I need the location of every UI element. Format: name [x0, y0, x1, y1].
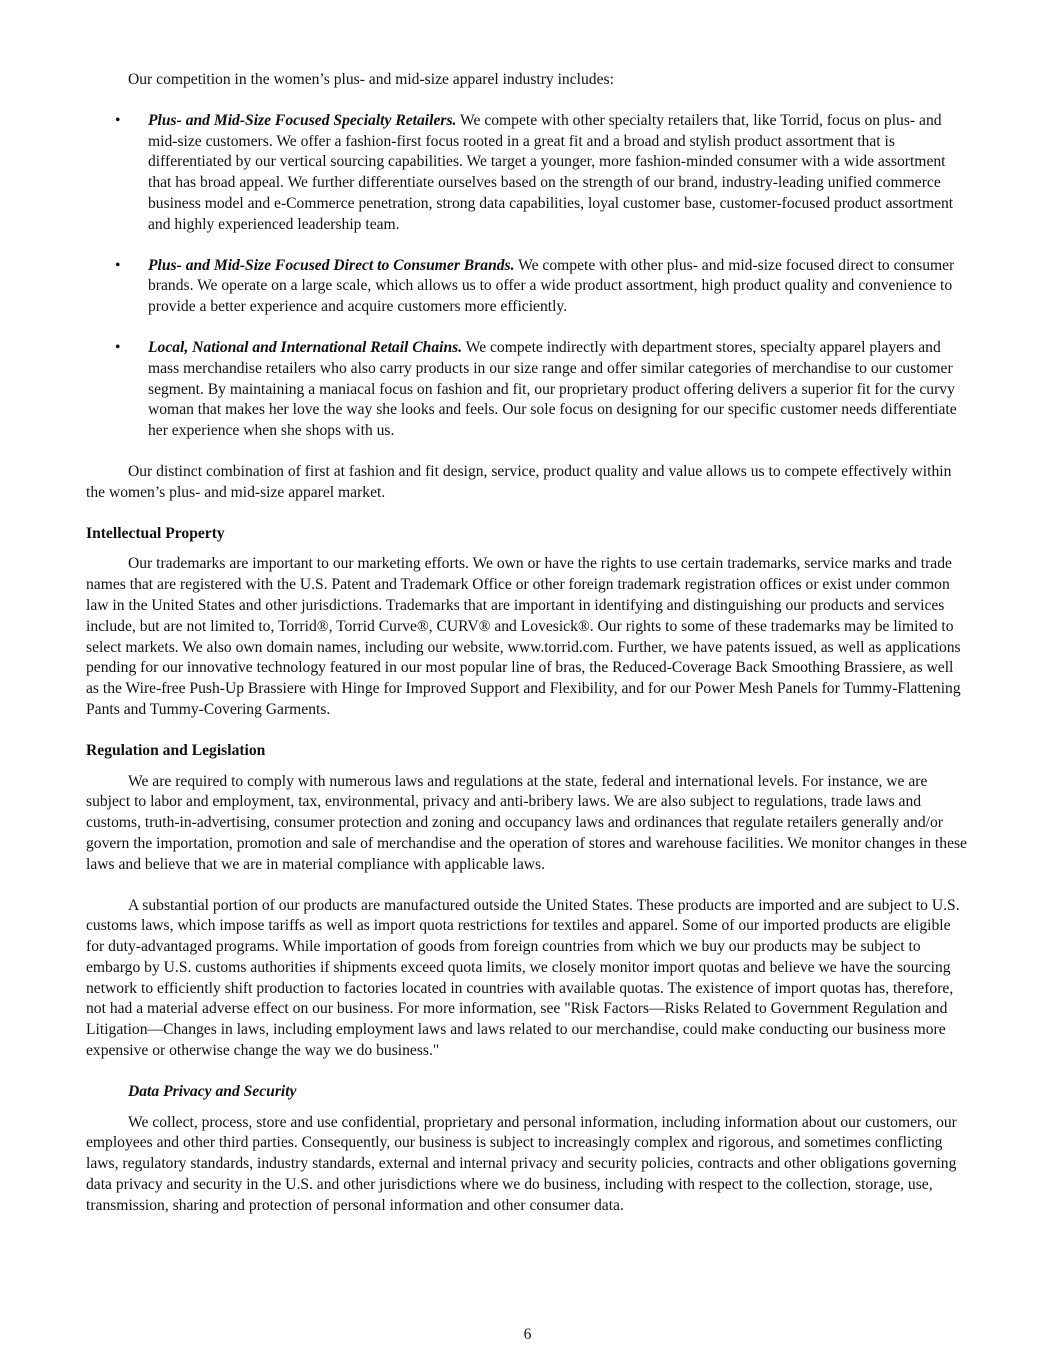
bullet-lead: Local, National and International Retail Chains. [148, 338, 463, 356]
ip-body: Our trademarks are important to our marketing efforts. We own or have the rights to use certain trademarks, service marks and trade names that are registered with the U.S. Patent and Trademark Office or other foreign trademark registration offices or exist under common law in the United States and other jurisdictions. Trademarks that are important in identifying and distinguishing our products and services include, but are not limited to, Torrid®, Torrid Curve®, CURV® and Lovesick®. Our rights to some of these trademarks may be limited to select markets. We also own domain names, including our website, www.torrid.com. Further, we have patents issued, as well as applications pending for our innovative technology featured in our most popular line of bras, the Reduced-Coverage Back Smoothing Brassiere, as well as the Wire-free Push-Up Brassiere with Hinge for Improved Support and Flexibility, and for our Power Mesh Panels for Tummy-Flattening Pants and Tummy-Covering Garments. [86, 555, 961, 718]
competition-closing: Our distinct combination of first at fashion and fit design, service, product quality and value allows us to compete effectively within the women’s plus- and mid-size apparel market. [86, 462, 952, 501]
bullet-text: We compete with other plus- and mid-size focused direct to consumer brands. We operate on a large scale, which allows us to offer a wide product assortment, high product quality and convenience to provide a better experience and acquire customers more efficiently. [148, 256, 955, 316]
document-page [86, 70, 970, 1217]
regulation-para-2: A substantial portion of our products are manufactured outside the United States. These products are imported and are subject to U.S. customs laws, which impose tariffs as well as import quota restrictions for textiles and apparel. Some of our imported products are eligible for duty-advantaged programs. While importation of goods from foreign countries from which we buy our products may be subject to embargo by U.S. customs authorities if shipments exceed quota limits, we closely monitor import quotas and believe we have the sourcing network to efficiently shift production to factories located in countries with available quotas. The existence of import quotas has, therefore, not had a material adverse effect on our business. For more information, see "Risk Factors—Risks Related to Government Regulation and Litigation—Changes in laws, including employment laws and laws related to our merchandise, could make conducting our business more expensive or otherwise change the way we do business." [86, 896, 960, 1060]
bullet-icon: • [115, 338, 121, 356]
bullet-text: We compete with other specialty retailers that, like Torrid, focus on plus- and mid-size customers. We offer a fashion-first focus rooted in a great fit and a broad and stylish product assortment that is differentiated by our vertical sourcing capabilities. We target a younger, more fashion-minded consumer with a wide assortment that has broad appeal. We further differentiate ourselves based on the strength of our brand, industry-leading unified commerce business model and e-Commerce penetration, strong data capabilities, loyal customer base, customer-focused product assortment and highly experienced leadership team. [148, 111, 954, 233]
bullet-lead: Plus- and Mid-Size Focused Specialty Retailers. [148, 111, 457, 129]
privacy-body: We collect, process, store and use confidential, proprietary and personal information, including information about our customers, our employees and other third parties. Consequently, our business is subject to increasingly complex and rigorous, and sometimes conflicting laws, regulatory standards, industry standards, external and internal privacy and security policies, contracts and other obligations governing data privacy and security in the U.S. and other jurisdictions where we do business, including with respect to the collection, storage, use, transmission, sharing and protection of personal information and other consumer data. [86, 1113, 957, 1214]
regulation-para-1: We are required to comply with numerous laws and regulations at the state, federal and international levels. For instance, we are subject to labor and employment, tax, environmental, privacy and anti-bribery laws. We are also subject to regulations, trade laws and customs, truth-in-advertising, consumer protection and zoning and occupancy laws and ordinances that regulate retailers generally and/or govern the importation, promotion and sale of merchandise and the operation of stores and warehouse facilities. We monitor changes in these laws and believe that we are in material compliance with applicable laws. [86, 772, 967, 873]
regulation-heading: Regulation and Legislation [86, 741, 266, 759]
bullet-icon: • [115, 111, 121, 129]
list-item [86, 256, 970, 318]
competition-intro: Our competition in the women’s plus- and mid-size apparel industry includes: [128, 71, 614, 88]
list-item [86, 111, 970, 236]
bullet-text: We compete indirectly with department stores, specialty apparel players and mass merchandise retailers who also carry products in our size range and offer similar categories of merchandise to our customer segment. By maintaining a maniacal focus on fashion and fit, our proprietary product offering delivers a superior fit for the curvy woman that makes her love the way she looks and feels. Our sole focus on designing for our specific customer needs differentiate her experience when she shops with us. [148, 338, 957, 440]
page-number: 6 [523, 1326, 532, 1343]
list-item [86, 338, 970, 442]
privacy-heading: Data Privacy and Security [128, 1082, 297, 1100]
bullet-lead: Plus- and Mid-Size Focused Direct to Consumer Brands. [148, 256, 515, 274]
bullet-icon: • [115, 256, 121, 274]
ip-heading: Intellectual Property [86, 524, 225, 542]
competition-list [86, 111, 970, 442]
